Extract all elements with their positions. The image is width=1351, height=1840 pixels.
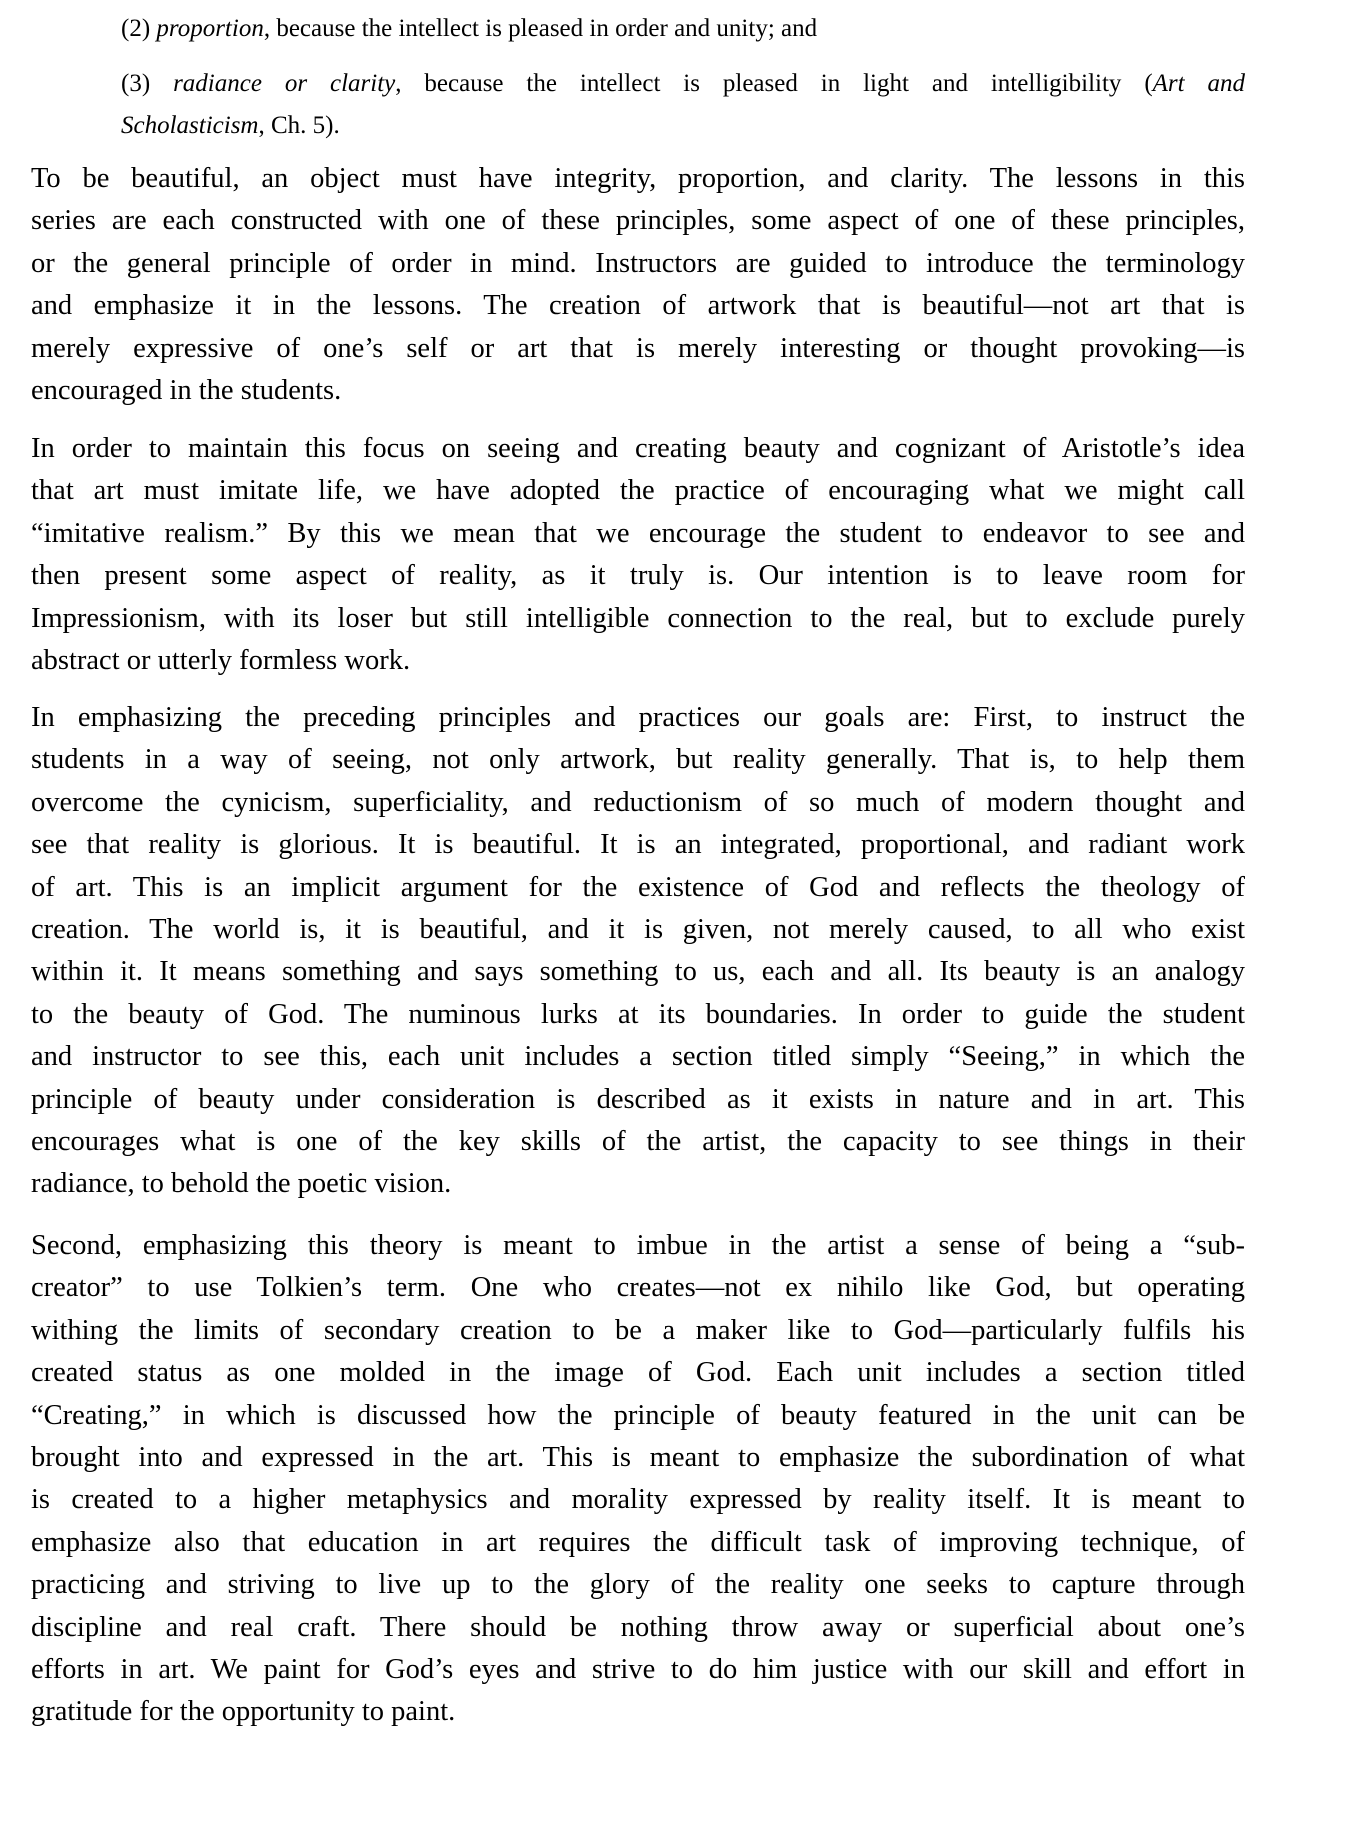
text-line: In emphasizing the preceding principles and practices our goals are: First, to instruct the bbox=[31, 702, 1245, 733]
text-line: brought into and expressed in the art. This is meant to emphasize the subordination of what bbox=[31, 1442, 1245, 1474]
text-line: radiance, to behold the poetic vision. bbox=[31, 1168, 452, 1200]
text-line: students in a way of seeing, not only artwork, but reality generally. That is, to help them bbox=[31, 744, 1245, 776]
text-line: To be beautiful, an object must have integrity, proportion, and clarity. The lessons in this bbox=[31, 163, 1245, 194]
list-term: proportion bbox=[156, 15, 264, 42]
text-line: In order to maintain this focus on seeing and creating beauty and cognizant of Aristotle’s idea bbox=[31, 433, 1245, 464]
text-line: withing the limits of secondary creation to be a maker like to God—particularly fulfils his bbox=[31, 1314, 1245, 1346]
list-term: radiance or clarity bbox=[173, 70, 396, 97]
text-line: “Creating,” in which is discussed how the principle of beauty featured in the unit can be bbox=[31, 1399, 1245, 1431]
text-line: of art. This is an implicit argument for the existence of God and reflects the theology of bbox=[31, 871, 1245, 903]
text-line: “imitative realism.” By this we mean that we encourage the student to endeavor to see and bbox=[31, 517, 1245, 549]
text-line: is created to a higher metaphysics and morality expressed by reality itself. It is meant to bbox=[31, 1484, 1245, 1516]
text-line: merely expressive of one’s self or art that is merely interesting or thought provoking—is bbox=[31, 332, 1245, 364]
text-line: principle of beauty under consideration is described as it exists in nature and in art. This bbox=[31, 1083, 1245, 1115]
text-line: Second, emphasizing this theory is meant to imbue in the artist a sense of being a “sub- bbox=[31, 1230, 1245, 1261]
list-text: , because the intellect is pleased in order and unity; and bbox=[263, 15, 818, 42]
text-line: Impressionism, with its loser but still intelligible connection to the real, but to exclude purely bbox=[31, 602, 1245, 634]
citation-title-part-2: Scholasticism bbox=[121, 112, 259, 139]
text-line: creator” to use Tolkien’s term. One who creates—not ex nihilo like God, but operating bbox=[31, 1272, 1245, 1304]
list-number: (3) bbox=[121, 70, 151, 97]
text-line: discipline and real craft. There should be nothing throw away or superficial about one’s bbox=[31, 1611, 1245, 1643]
text-line: encouraged in the students. bbox=[31, 375, 342, 407]
text-line: abstract or utterly formless work. bbox=[31, 645, 411, 677]
text-line: emphasize also that education in art requires the difficult task of improving technique, of bbox=[31, 1526, 1245, 1558]
citation-tail: , Ch. 5). bbox=[258, 112, 340, 139]
list-item-radiance bbox=[121, 63, 1245, 147]
text-line: that art must imitate life, we have adopted the practice of encouraging what we might call bbox=[31, 475, 1245, 507]
text-line: and emphasize it in the lessons. The creation of artwork that is beautiful—not art that is bbox=[31, 290, 1245, 322]
list-number: (2) bbox=[121, 15, 151, 42]
text-line: creation. The world is, it is beautiful, and it is given, not merely caused, to all who exist bbox=[31, 914, 1245, 946]
list-text: , because the intellect is pleased in light and intelligibility ( bbox=[395, 70, 1153, 97]
text-line: within it. It means something and says something to us, each and all. Its beauty is an analogy bbox=[31, 956, 1245, 988]
text-line: and instructor to see this, each unit includes a section titled simply “Seeing,” in which the bbox=[31, 1041, 1245, 1073]
paragraph-sub-creator-creating bbox=[31, 1225, 1245, 1734]
paragraph-imitative-realism bbox=[31, 428, 1245, 682]
text-line: practicing and striving to live up to the glory of the reality one seeks to capture through bbox=[31, 1569, 1245, 1601]
citation-title-part-1: Art and bbox=[1152, 70, 1246, 97]
text-line: then present some aspect of reality, as it truly is. Our intention is to leave room for bbox=[31, 560, 1245, 592]
paragraph-integrity-proportion-clarity bbox=[31, 158, 1245, 412]
text-line: encourages what is one of the key skills of the artist, the capacity to see things in their bbox=[31, 1126, 1245, 1158]
text-line: overcome the cynicism, superficiality, and reductionism of so much of modern thought and bbox=[31, 786, 1245, 818]
text-line: to the beauty of God. The numinous lurks at its boundaries. In order to guide the student bbox=[31, 998, 1245, 1030]
paragraph-goals-seeing bbox=[31, 697, 1245, 1206]
text-line: created status as one molded in the image of God. Each unit includes a section titled bbox=[31, 1357, 1245, 1389]
text-line: series are each constructed with one of these principles, some aspect of one of these principles, bbox=[31, 205, 1245, 237]
text-line: gratitude for the opportunity to paint. bbox=[31, 1696, 456, 1728]
text-line: or the general principle of order in mind. Instructors are guided to introduce the terminology bbox=[31, 247, 1245, 279]
list-item-proportion bbox=[121, 8, 1245, 50]
list-line-1 bbox=[121, 63, 1245, 105]
text-line: see that reality is glorious. It is beautiful. It is an integrated, proportional, and radiant work bbox=[31, 829, 1245, 861]
text-line: efforts in art. We paint for God’s eyes and strive to do him justice with our skill and effort in bbox=[31, 1654, 1245, 1686]
list-line-2 bbox=[121, 112, 340, 139]
